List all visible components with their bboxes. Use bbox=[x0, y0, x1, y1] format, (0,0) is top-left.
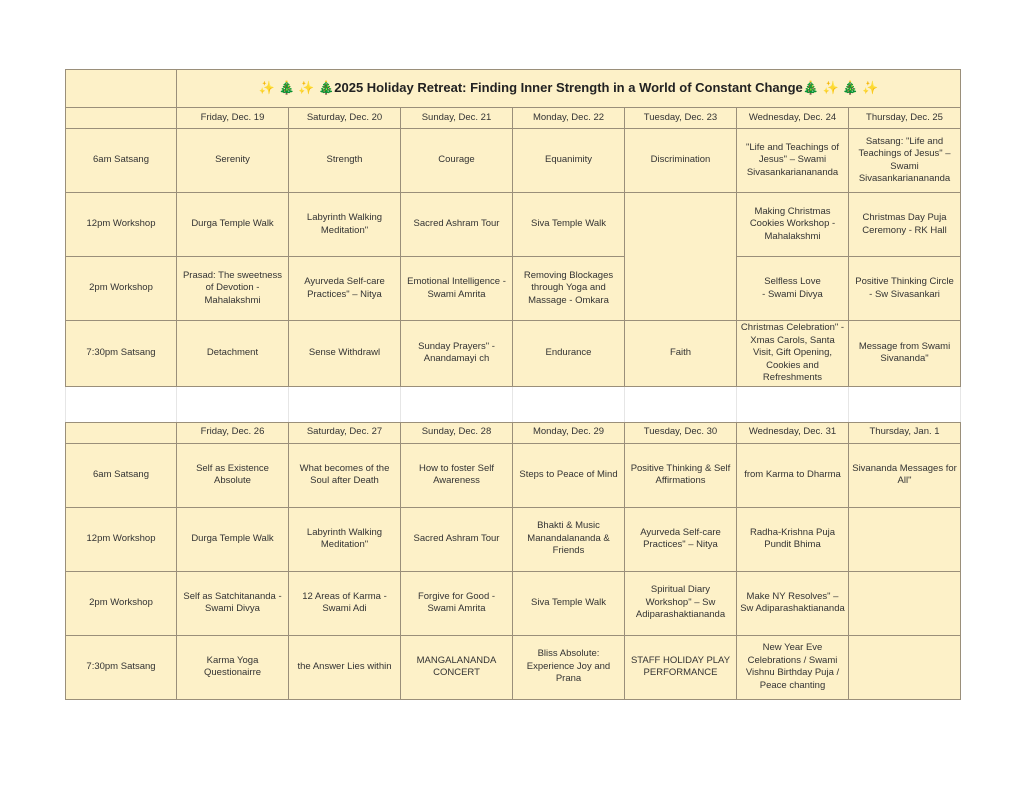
time-slot-label: 2pm Workshop bbox=[66, 257, 177, 321]
session-cell: What becomes of the Soul after Death bbox=[289, 443, 401, 507]
session-cell: Steps to Peace of Mind bbox=[513, 443, 625, 507]
week2-header-corner bbox=[66, 422, 177, 443]
session-cell: Sivananda Messages for All" bbox=[849, 443, 961, 507]
day-header: Thursday, Dec. 25 bbox=[849, 108, 961, 129]
session-cell: the Answer Lies within bbox=[289, 635, 401, 699]
week1-2pm-row bbox=[66, 257, 961, 321]
session-cell: Positive Thinking Circle - Sw Sivasankari bbox=[849, 257, 961, 321]
session-cell: Make NY Resolves" – Sw Adiparashaktiananda bbox=[737, 571, 849, 635]
merged-session-cell bbox=[625, 193, 737, 321]
session-cell: Discrimination bbox=[625, 129, 737, 193]
session-cell: Serenity bbox=[177, 129, 289, 193]
session-cell: Christmas Day Puja Ceremony - RK Hall bbox=[849, 193, 961, 257]
time-slot-label: 6am Satsang bbox=[66, 443, 177, 507]
week2-day-header-row bbox=[66, 422, 961, 443]
day-header: Thursday, Jan. 1 bbox=[849, 422, 961, 443]
title-corner-cell bbox=[66, 70, 177, 108]
session-cell: Sacred Ashram Tour bbox=[401, 193, 513, 257]
session-cell: Making Christmas Cookies Workshop - Mahalakshmi bbox=[737, 193, 849, 257]
day-header: Wednesday, Dec. 31 bbox=[737, 422, 849, 443]
sparkle-icon: ✨ bbox=[258, 80, 275, 96]
day-header: Friday, Dec. 26 bbox=[177, 422, 289, 443]
session-cell: Labyrinth Walking Meditation" bbox=[289, 507, 401, 571]
session-cell bbox=[849, 507, 961, 571]
day-header: Tuesday, Dec. 30 bbox=[625, 422, 737, 443]
day-header: Monday, Dec. 29 bbox=[513, 422, 625, 443]
sparkle-icon: ✨ bbox=[298, 80, 315, 96]
week1-12pm-row bbox=[66, 193, 961, 257]
week2-2pm-row bbox=[66, 571, 961, 635]
tree-icon: 🎄 bbox=[318, 80, 335, 96]
day-header: Tuesday, Dec. 23 bbox=[625, 108, 737, 129]
session-cell: Karma Yoga Questionairre bbox=[177, 635, 289, 699]
session-cell: Christmas Celebration" - Xmas Carols, Santa Visit, Gift Opening, Cookies and Refreshments bbox=[737, 321, 849, 387]
session-cell: "Life and Teachings of Jesus" – Swami Sivasankarianananda bbox=[737, 129, 849, 193]
session-cell: 12 Areas of Karma - Swami Adi bbox=[289, 571, 401, 635]
session-cell: Detachment bbox=[177, 321, 289, 387]
session-cell: Spiritual Diary Workshop" – Sw Adiparashaktiananda bbox=[625, 571, 737, 635]
week2-12pm-row bbox=[66, 507, 961, 571]
tree-icon: 🎄 bbox=[278, 80, 295, 96]
title-row bbox=[66, 70, 961, 108]
session-cell: Durga Temple Walk bbox=[177, 507, 289, 571]
time-slot-label: 12pm Workshop bbox=[66, 507, 177, 571]
day-header: Saturday, Dec. 27 bbox=[289, 422, 401, 443]
session-cell: Sense Withdrawl bbox=[289, 321, 401, 387]
session-cell: Bliss Absolute: Experience Joy and Prana bbox=[513, 635, 625, 699]
tree-icon: 🎄 bbox=[842, 80, 859, 96]
retreat-schedule-table bbox=[65, 69, 961, 700]
session-cell: Strength bbox=[289, 129, 401, 193]
week-separator-row bbox=[66, 386, 961, 422]
week2-730pm-row bbox=[66, 635, 961, 699]
session-cell: MANGALANANDA CONCERT bbox=[401, 635, 513, 699]
day-header: Sunday, Dec. 28 bbox=[401, 422, 513, 443]
session-cell: Selfless Love - Swami Divya bbox=[737, 257, 849, 321]
week2-6am-row bbox=[66, 443, 961, 507]
session-cell: Siva Temple Walk bbox=[513, 571, 625, 635]
session-cell bbox=[849, 635, 961, 699]
week1-6am-row bbox=[66, 129, 961, 193]
time-slot-label: 12pm Workshop bbox=[66, 193, 177, 257]
session-cell: Removing Blockages through Yoga and Massage - Omkara bbox=[513, 257, 625, 321]
session-cell: Forgive for Good - Swami Amrita bbox=[401, 571, 513, 635]
session-cell: Self as Satchitananda - Swami Divya bbox=[177, 571, 289, 635]
week1-header-corner bbox=[66, 108, 177, 129]
session-cell: Sacred Ashram Tour bbox=[401, 507, 513, 571]
session-cell: Prasad: The sweetness of Devotion - Mahalakshmi bbox=[177, 257, 289, 321]
sparkle-icon: ✨ bbox=[862, 80, 879, 96]
sparkle-icon: ✨ bbox=[822, 80, 839, 96]
session-cell: New Year Eve Celebrations / Swami Vishnu Birthday Puja / Peace chanting bbox=[737, 635, 849, 699]
session-cell: STAFF HOLIDAY PLAY PERFORMANCE bbox=[625, 635, 737, 699]
session-cell: Sunday Prayers" - Anandamayi ch bbox=[401, 321, 513, 387]
day-header: Friday, Dec. 19 bbox=[177, 108, 289, 129]
time-slot-label: 6am Satsang bbox=[66, 129, 177, 193]
session-cell: Ayurveda Self-care Practices" – Nitya bbox=[289, 257, 401, 321]
session-cell: Radha-Krishna Puja Pundit Bhima bbox=[737, 507, 849, 571]
time-slot-label: 7:30pm Satsang bbox=[66, 635, 177, 699]
session-cell: Satsang: "Life and Teachings of Jesus" – Swami Sivasankarianananda bbox=[849, 129, 961, 193]
session-cell: Courage bbox=[401, 129, 513, 193]
week1-day-header-row bbox=[66, 108, 961, 129]
session-cell: Positive Thinking & Self Affirmations bbox=[625, 443, 737, 507]
week1-730pm-row bbox=[66, 321, 961, 387]
session-cell: Siva Temple Walk bbox=[513, 193, 625, 257]
schedule-title bbox=[177, 70, 961, 108]
session-cell: from Karma to Dharma bbox=[737, 443, 849, 507]
session-cell: How to foster Self Awareness bbox=[401, 443, 513, 507]
day-header: Saturday, Dec. 20 bbox=[289, 108, 401, 129]
session-cell: Self as Existence Absolute bbox=[177, 443, 289, 507]
session-cell: Message from Swami Sivananda" bbox=[849, 321, 961, 387]
schedule-title-text: 2025 Holiday Retreat: Finding Inner Strength in a World of Constant Change bbox=[334, 80, 803, 96]
session-cell: Ayurveda Self-care Practices" – Nitya bbox=[625, 507, 737, 571]
time-slot-label: 7:30pm Satsang bbox=[66, 321, 177, 387]
session-cell: Labyrinth Walking Meditation" bbox=[289, 193, 401, 257]
session-cell: Emotional Intelligence - Swami Amrita bbox=[401, 257, 513, 321]
session-cell: Equanimity bbox=[513, 129, 625, 193]
time-slot-label: 2pm Workshop bbox=[66, 571, 177, 635]
day-header: Monday, Dec. 22 bbox=[513, 108, 625, 129]
session-cell: Faith bbox=[625, 321, 737, 387]
day-header: Sunday, Dec. 21 bbox=[401, 108, 513, 129]
session-cell: Durga Temple Walk bbox=[177, 193, 289, 257]
session-cell: Bhakti & Music Manandalananda & Friends bbox=[513, 507, 625, 571]
session-cell bbox=[849, 571, 961, 635]
day-header: Wednesday, Dec. 24 bbox=[737, 108, 849, 129]
tree-icon: 🎄 bbox=[802, 80, 819, 96]
session-cell: Endurance bbox=[513, 321, 625, 387]
